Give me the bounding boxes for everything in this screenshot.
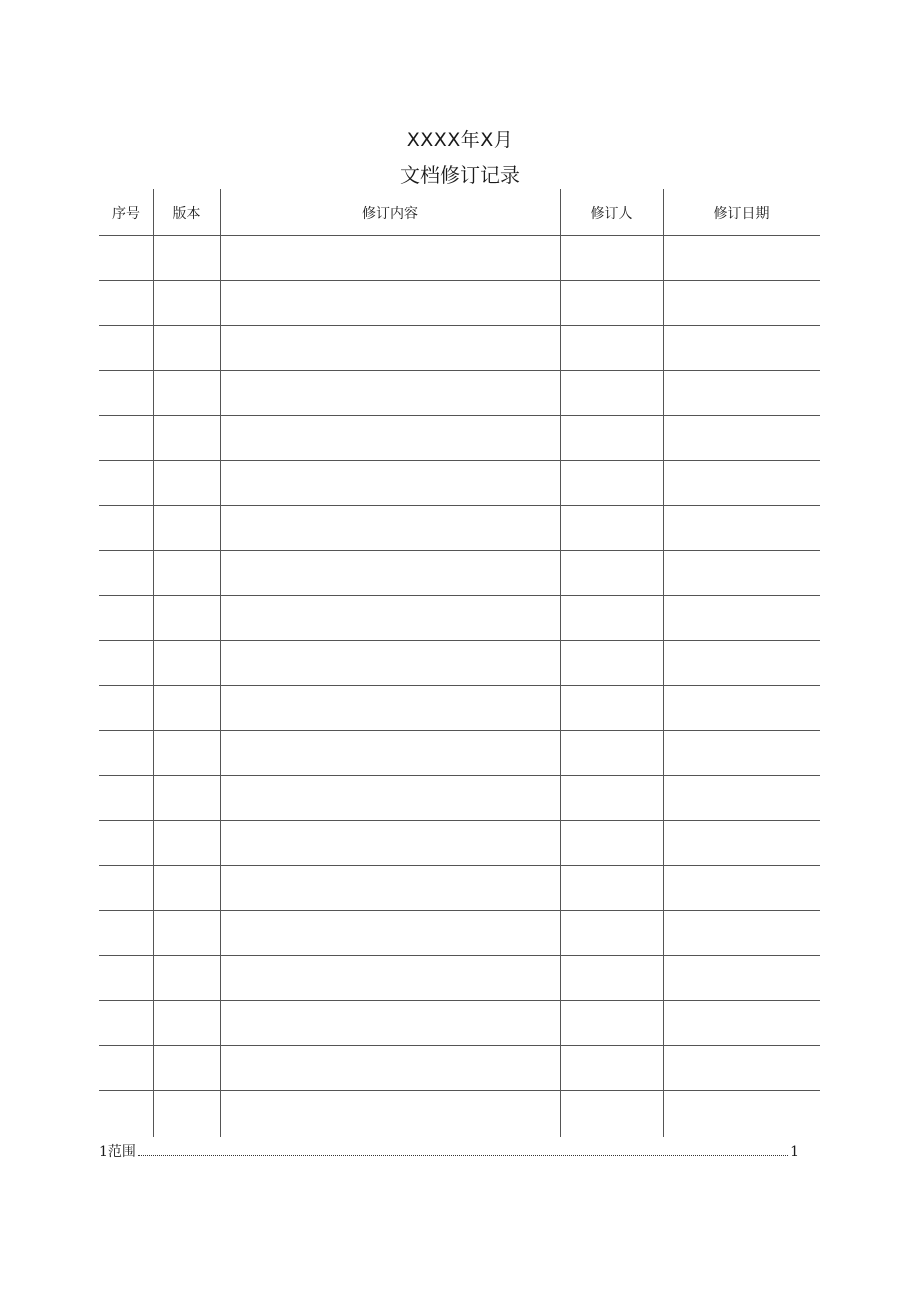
column-divider <box>560 189 561 1137</box>
column-divider <box>153 189 154 1137</box>
column-divider <box>663 189 664 1137</box>
table-row <box>99 596 820 641</box>
table-row <box>99 641 820 686</box>
table-row <box>99 371 820 416</box>
table-row <box>99 236 820 281</box>
table-header-row <box>99 189 820 236</box>
table-row <box>99 866 820 911</box>
toc-entry[interactable] <box>99 1142 799 1162</box>
table-row <box>99 326 820 371</box>
toc-leader-dots <box>138 1154 788 1156</box>
table-row <box>99 1001 820 1046</box>
revision-record-table <box>99 189 820 1137</box>
table-row <box>99 461 820 506</box>
toc-entry-page: 1 <box>790 1144 799 1160</box>
table-row <box>99 821 820 866</box>
table-row <box>99 1046 820 1091</box>
table-row <box>99 911 820 956</box>
header-serial-number: 序号 <box>112 206 140 222</box>
table-row <box>99 506 820 551</box>
header-revision-date: 修订日期 <box>713 206 770 222</box>
table-row <box>99 956 820 1001</box>
table-row <box>99 686 820 731</box>
header-reviser: 修订人 <box>590 206 633 222</box>
column-divider <box>220 189 221 1137</box>
document-date: XXXX年X月 <box>406 129 514 151</box>
table-row <box>99 1091 820 1136</box>
table-row <box>99 281 820 326</box>
table-row <box>99 776 820 821</box>
document-title: 文档修订记录 <box>400 163 520 187</box>
header-revision-content: 修订内容 <box>362 206 418 222</box>
table-row <box>99 551 820 596</box>
table-row <box>99 416 820 461</box>
toc-entry-label: 1范围 <box>99 1144 136 1160</box>
table-row <box>99 731 820 776</box>
header-version: 版本 <box>172 206 201 222</box>
